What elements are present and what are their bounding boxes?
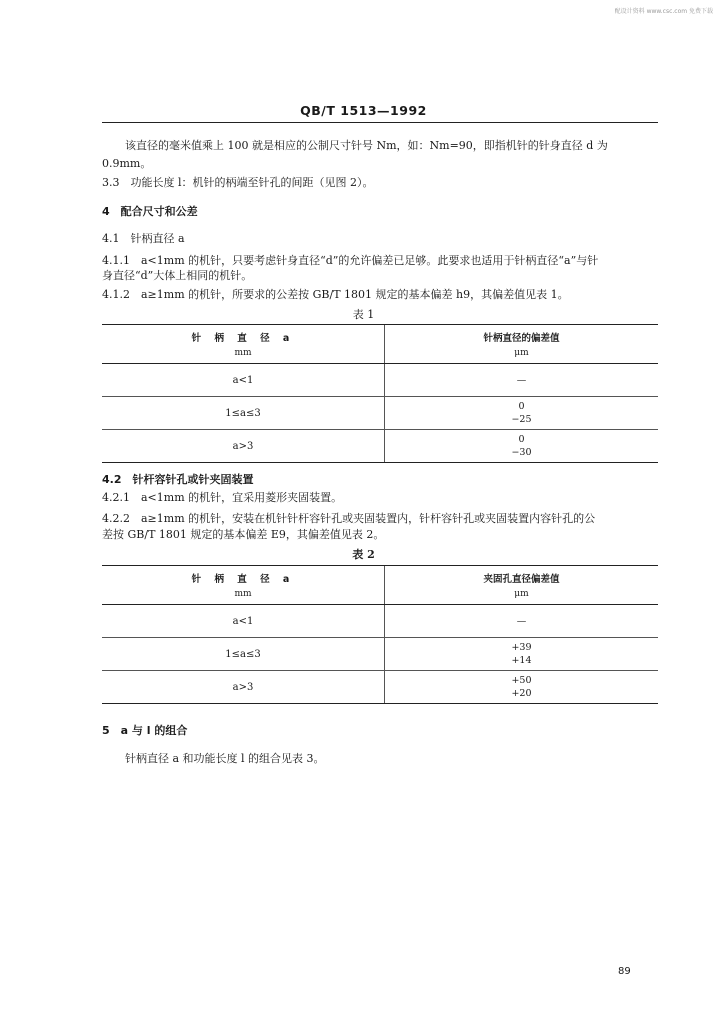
table1-row1-cond: a<1 bbox=[102, 364, 385, 397]
table1-col1-header bbox=[102, 325, 385, 364]
watermark-text: 配设计资料 www.csc.com 免费下载 bbox=[614, 8, 713, 15]
table-row bbox=[102, 671, 658, 704]
table1-row2-lower: −25 bbox=[511, 414, 532, 425]
clause-4-2-1: 4.2.1 a<1mm 的机针，宜采用菱形夹固装置。 bbox=[102, 491, 343, 504]
table1-row3-lower: −30 bbox=[511, 447, 532, 458]
table2-header-row bbox=[102, 566, 658, 605]
paragraph-nm-definition-cont: 0.9mm。 bbox=[102, 157, 152, 170]
table2-col1-title: 针 柄 直 径 a bbox=[191, 574, 295, 585]
clause-4-1-1-cont: 身直径“d”大体上相同的机针。 bbox=[102, 269, 253, 282]
table2-row3-cond: a>3 bbox=[102, 671, 385, 704]
section-5-heading: 5 a 与 l 的组合 bbox=[102, 724, 188, 737]
table2-col2-title: 夹固孔直径偏差值 bbox=[483, 574, 560, 585]
table-row bbox=[102, 430, 658, 463]
clause-4-2-heading: 4.2 针杆容针孔或针夹固装置 bbox=[102, 473, 254, 486]
table2-col1-header bbox=[102, 566, 385, 605]
table-row bbox=[102, 605, 658, 638]
standard-code-header: QB/T 1513—1992 bbox=[300, 103, 427, 118]
clause-4-1-heading: 4.1 针柄直径 a bbox=[102, 232, 185, 245]
table1-row2-value bbox=[385, 397, 659, 430]
table1-col2-header bbox=[385, 325, 659, 364]
table1-row3-upper: 0 bbox=[518, 434, 525, 445]
clause-4-2-2-cont: 差按 GB/T 1801 规定的基本偏差 E9，其偏差值见表 2。 bbox=[102, 528, 385, 541]
clause-3-3: 3.3 功能长度 l：机针的柄端至针孔的间距（见图 2）。 bbox=[102, 176, 374, 189]
table1-col1-title: 针 柄 直 径 a bbox=[191, 333, 295, 344]
table1 bbox=[102, 325, 658, 463]
table-row bbox=[102, 638, 658, 671]
table1-row3-cond: a>3 bbox=[102, 430, 385, 463]
table2 bbox=[102, 566, 658, 704]
table2-row2-upper: +39 bbox=[511, 642, 532, 653]
table2-row1-value bbox=[385, 605, 659, 638]
table2-row3-upper: +50 bbox=[511, 675, 532, 686]
table2-col2-header bbox=[385, 566, 659, 605]
page-number: 89 bbox=[618, 966, 631, 977]
table2-row1-cond: a<1 bbox=[102, 605, 385, 638]
table1-row2-cond: 1≤a≤3 bbox=[102, 397, 385, 430]
section-5-text: 针柄直径 a 和功能长度 l 的组合见表 3。 bbox=[125, 752, 325, 765]
paragraph-nm-definition: 该直径的毫米值乘上 100 就是相应的公制尺寸针号 Nm，如：Nm=90，即指机针的针身直径 d 为 bbox=[125, 139, 608, 152]
table-row bbox=[102, 397, 658, 430]
table2-col2-unit: μm bbox=[514, 589, 529, 599]
table2-row2-lower: +14 bbox=[511, 655, 532, 666]
table2-col1-unit: mm bbox=[234, 589, 252, 599]
table1-caption: 表 1 bbox=[352, 308, 375, 321]
clause-4-1-2: 4.1.2 a≥1mm 的机针，所要求的公差按 GB/T 1801 规定的基本偏差 h9，其偏差值见表 1。 bbox=[102, 288, 569, 301]
header-rule bbox=[102, 122, 658, 123]
table2-row1-v1: — bbox=[516, 615, 527, 627]
clause-4-2-2: 4.2.2 a≥1mm 的机针，安装在机针针杆容针孔或夹固装置内，针杆容针孔或夹固装置内容针孔的公 bbox=[102, 512, 596, 525]
table1-col1-unit: mm bbox=[234, 348, 252, 358]
table2-row2-cond: 1≤a≤3 bbox=[102, 638, 385, 671]
section-4-heading: 4 配合尺寸和公差 bbox=[102, 205, 198, 218]
table1-col2-unit: μm bbox=[514, 348, 529, 358]
table1-row3-value bbox=[385, 430, 659, 463]
table2-caption: 表 2 bbox=[352, 548, 375, 561]
clause-4-1-1: 4.1.1 a<1mm 的机针，只要考虑针身直径“d”的允许偏差已足够。此要求也适用于针柄直径“a”与针 bbox=[102, 254, 599, 267]
table1-row1-value bbox=[385, 364, 659, 397]
table2-row2-value bbox=[385, 638, 659, 671]
table1-header-row bbox=[102, 325, 658, 364]
table2-row3-value bbox=[385, 671, 659, 704]
table2-row3-lower: +20 bbox=[511, 688, 532, 699]
table-row bbox=[102, 364, 658, 397]
table1-row2-upper: 0 bbox=[518, 401, 525, 412]
table1-col2-title: 针柄直径的偏差值 bbox=[483, 333, 560, 344]
table1-row1-v1: — bbox=[516, 374, 527, 386]
